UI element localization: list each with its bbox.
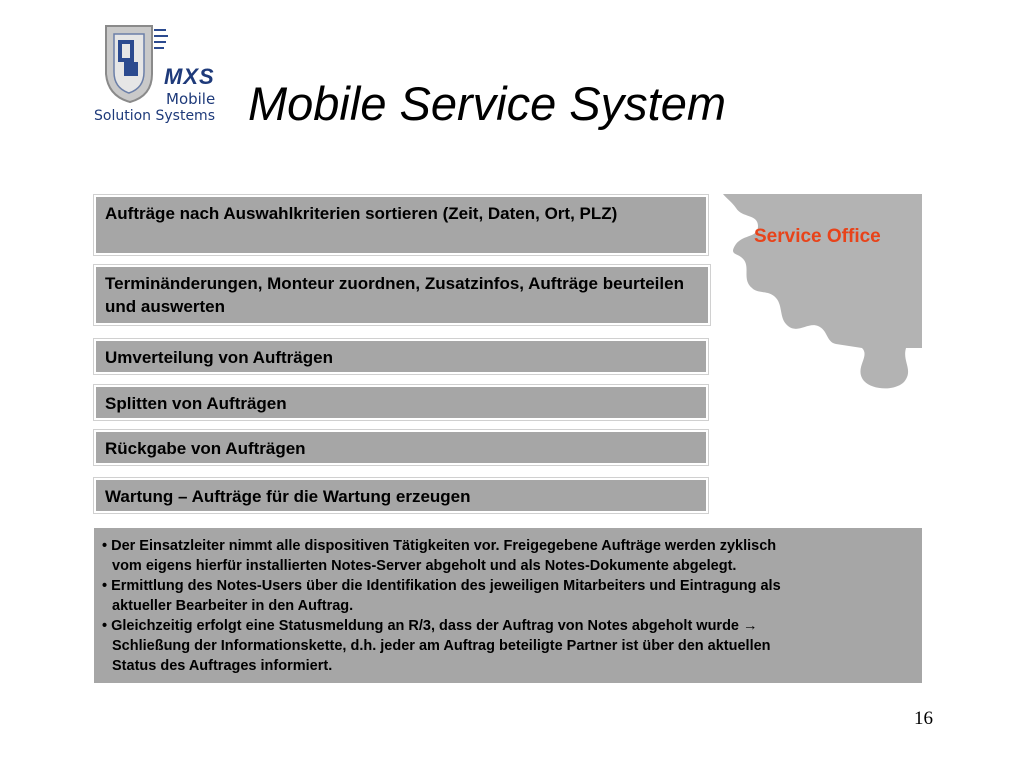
service-office-label: Service Office: [754, 226, 881, 247]
feature-bar-redistribute: [94, 339, 708, 374]
feature-bar-text: Umverteilung von Aufträgen: [105, 348, 333, 367]
feature-bar-schedule: [94, 265, 710, 325]
info-line: vom eigens hierfür installierten Notes-Server abgeholt und als Notes-Dokumente abgelegt.: [112, 558, 737, 574]
feature-bar-return: [94, 430, 708, 465]
slide-title: Mobile Service System: [248, 77, 726, 130]
logo-line-1: Mobile: [166, 90, 216, 108]
puzzle-piece-icon: [718, 194, 924, 390]
info-line: Status des Auftrages informiert.: [112, 658, 333, 674]
feature-bar-text: Terminänderungen, Monteur zuordnen, Zusatzinfos, Aufträge beurteilen und auswerten: [105, 274, 684, 316]
feature-bar-text: Aufträge nach Auswahlkriterien sortieren (Zeit, Daten, Ort, PLZ): [105, 204, 618, 223]
feature-bar-text: Rückgabe von Aufträgen: [105, 439, 306, 458]
page-number: 16: [914, 708, 933, 729]
feature-bar-maintenance: [94, 478, 708, 513]
info-line: Schließung der Informationskette, d.h. jeder am Auftrag beteiligte Partner ist über den aktuellen: [112, 638, 771, 654]
info-line: • Ermittlung des Notes-Users über die Identifikation des jeweiligen Mitarbeiters und Eintragung als: [102, 578, 781, 594]
feature-bar-split: [94, 385, 708, 420]
info-line: • Der Einsatzleiter nimmt alle dispositiven Tätigkeiten vor. Freigegebene Aufträge werden zyklisch: [102, 538, 777, 554]
feature-bar-text: Wartung – Aufträge für die Wartung erzeugen: [105, 487, 471, 506]
feature-bar-sort: [94, 195, 708, 255]
logo-brand: MXS: [164, 64, 215, 89]
feature-bar-text: Splitten von Aufträgen: [105, 394, 287, 413]
shield-logo-icon: [94, 22, 174, 104]
company-logo: [94, 22, 224, 130]
info-box: [94, 528, 922, 683]
info-line: aktueller Bearbeiter in den Auftrag.: [112, 598, 354, 614]
info-line: • Gleichzeitig erfolgt eine Statusmeldung an R/3, dass der Auftrag von Notes abgeholt wurde →: [102, 618, 758, 634]
logo-line-2: Solution Systems: [94, 108, 215, 124]
